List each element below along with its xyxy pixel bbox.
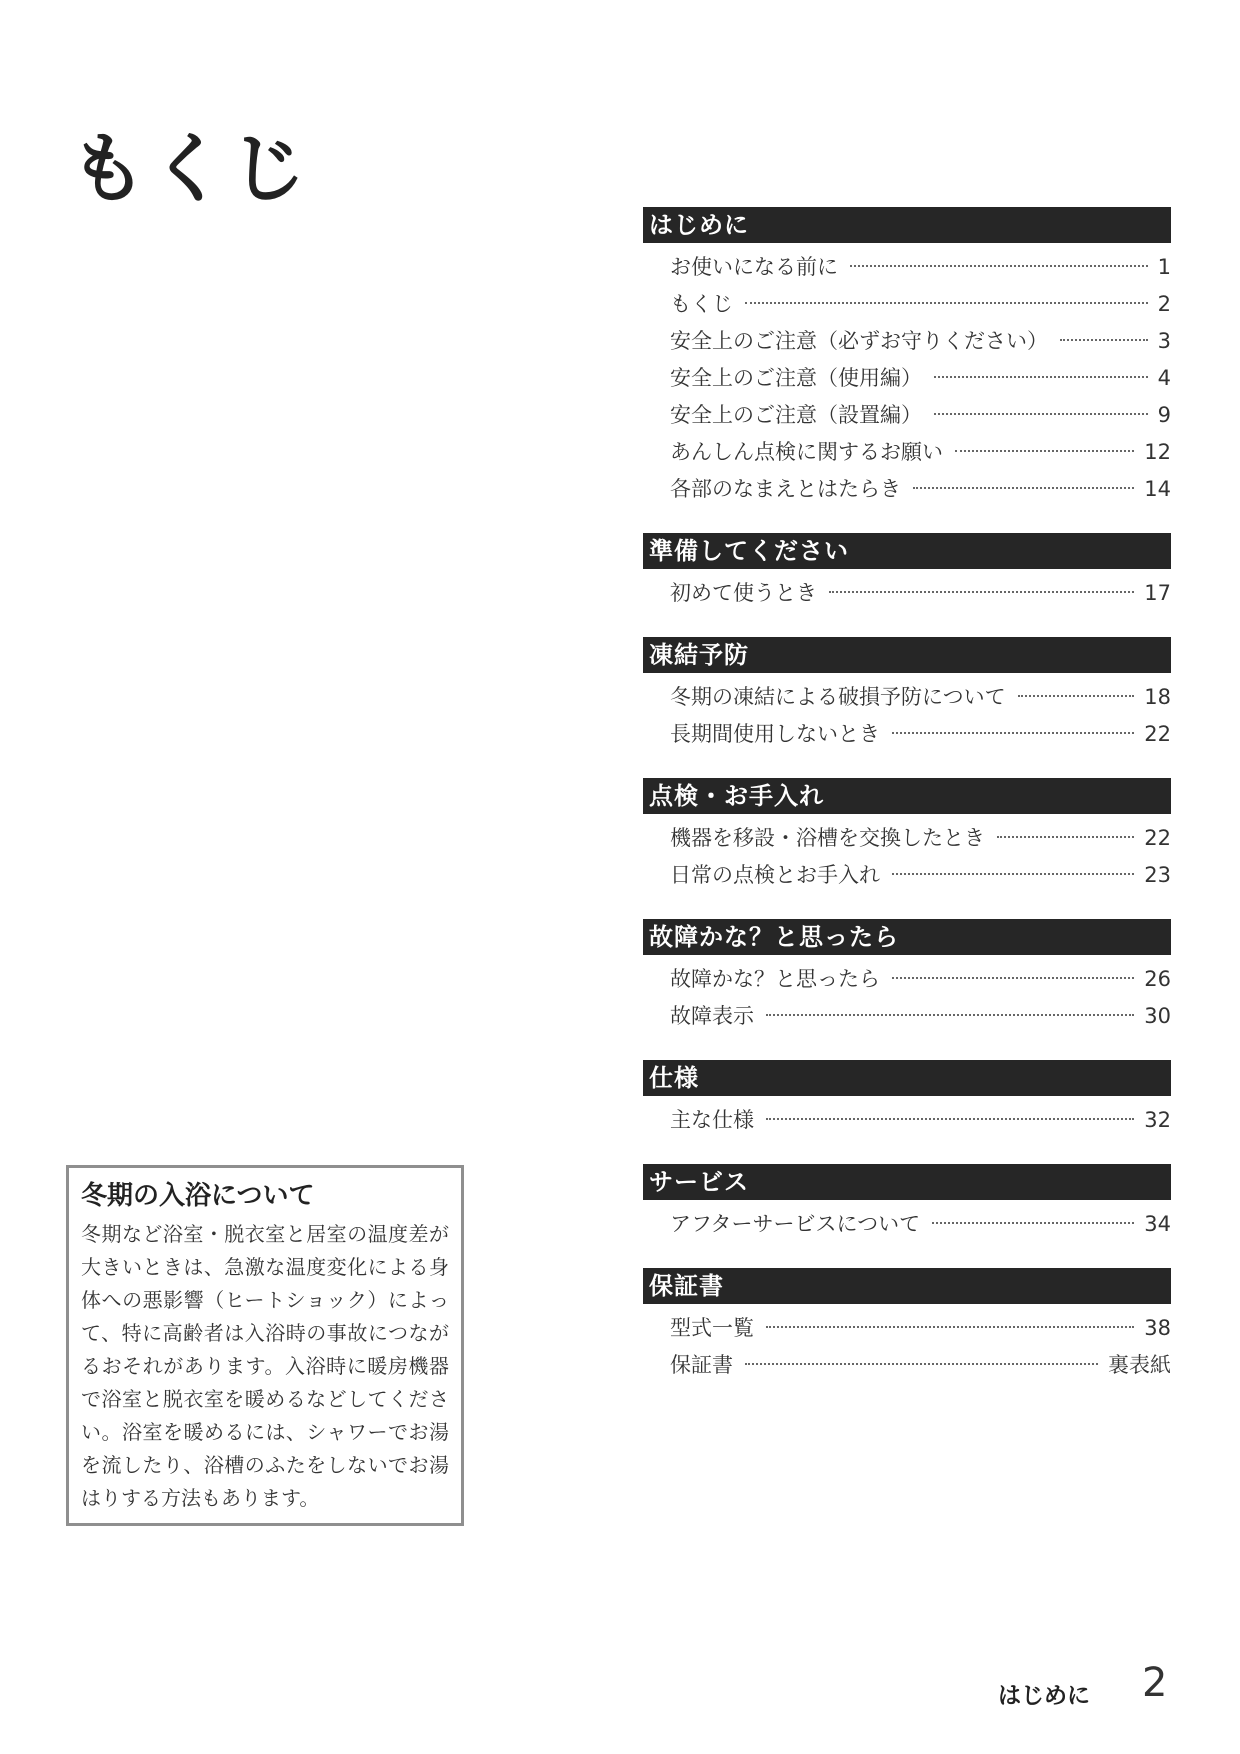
toc-item[interactable] <box>643 434 1171 471</box>
toc-item-label: 主な仕様 <box>670 1108 754 1132</box>
toc-item-page: 34 <box>1144 1212 1171 1236</box>
toc-section-header: サービス <box>643 1164 1171 1200</box>
note-body: 冬期など浴室・脱衣室と居室の温度差が大きいときは、急激な温度変化による身体への悪影響（ヒートショック）によって、特に高齢者は入浴時の事故につながるおそれがあります。入浴時に暖房機器で浴室と脱衣室を暖めるなどしてください。浴室を暖めるには、シャワーでお湯を流したり、浴槽のふたをしないでお湯はりする方法もあります。 <box>81 1222 449 1510</box>
toc-item[interactable] <box>643 820 1171 857</box>
dot-leader <box>766 1326 1134 1328</box>
toc-item[interactable] <box>643 961 1171 998</box>
toc-item-page: 裏表紙 <box>1108 1353 1171 1377</box>
toc-item-page: 2 <box>1157 292 1171 316</box>
toc-item-label: 冬期の凍結による破損予防について <box>670 685 1006 709</box>
toc-item[interactable] <box>643 471 1171 508</box>
dot-leader <box>1060 339 1148 341</box>
toc-item-page: 9 <box>1157 403 1171 427</box>
toc-section <box>643 919 1171 1035</box>
toc-item-page: 4 <box>1157 366 1171 390</box>
toc-section-header: 仕様 <box>643 1060 1171 1096</box>
dot-leader <box>892 977 1134 979</box>
toc-item-label: アフターサービスについて <box>670 1212 921 1236</box>
toc-item-label: 型式一覧 <box>670 1316 754 1340</box>
toc-item-page: 22 <box>1144 826 1171 850</box>
toc-item-page: 17 <box>1144 581 1171 605</box>
toc-item-page: 30 <box>1144 1004 1171 1028</box>
toc-item[interactable] <box>643 1102 1171 1139</box>
toc-section <box>643 207 1171 508</box>
toc-item-page: 22 <box>1144 722 1171 746</box>
toc-section-header: 故障かな？と思ったら <box>643 919 1171 955</box>
toc-item-label: 保証書 <box>670 1353 733 1377</box>
toc-item-page: 38 <box>1144 1316 1171 1340</box>
toc-section <box>643 778 1171 894</box>
toc-item[interactable] <box>643 716 1171 753</box>
toc-item-page: 12 <box>1144 440 1171 464</box>
toc-item-label: 安全上のご注意（必ずお守りください） <box>670 329 1048 353</box>
toc-item-label: 初めて使うとき <box>670 581 817 605</box>
toc-item-label: もくじ <box>670 292 733 316</box>
toc-item[interactable] <box>643 1206 1171 1243</box>
toc-item[interactable] <box>643 323 1171 360</box>
toc-item[interactable] <box>643 575 1171 612</box>
toc-item[interactable] <box>643 286 1171 323</box>
dot-leader <box>829 591 1134 593</box>
toc-item[interactable] <box>643 1347 1171 1384</box>
toc-item-label: 日常の点検とお手入れ <box>670 863 880 887</box>
toc-section <box>643 1268 1171 1384</box>
toc-section <box>643 1164 1171 1243</box>
dot-leader <box>932 1222 1134 1224</box>
toc-item[interactable] <box>643 360 1171 397</box>
toc-item[interactable] <box>643 397 1171 434</box>
toc-section-header: 準備してください <box>643 533 1171 569</box>
toc-item-label: 長期間使用しないとき <box>670 722 880 746</box>
toc-item[interactable] <box>643 249 1171 286</box>
toc-item-label: 各部のなまえとはたらき <box>670 477 901 501</box>
toc-item[interactable] <box>643 1310 1171 1347</box>
dot-leader <box>766 1118 1134 1120</box>
dot-leader <box>892 873 1134 875</box>
page-title: もくじ <box>70 123 310 213</box>
toc-item[interactable] <box>643 998 1171 1035</box>
toc-item-page: 3 <box>1157 329 1171 353</box>
dot-leader <box>934 413 1148 415</box>
dot-leader <box>955 450 1134 452</box>
toc-item-page: 26 <box>1144 967 1171 991</box>
toc-item-label: 故障かな？と思ったら <box>670 967 880 991</box>
toc-item-label: お使いになる前に <box>670 255 838 279</box>
toc-item-label: 安全上のご注意（使用編） <box>670 366 922 390</box>
toc-item-label: 故障表示 <box>670 1004 754 1028</box>
toc-section-header: はじめに <box>643 207 1171 243</box>
toc-section-header: 点検・お手入れ <box>643 778 1171 814</box>
toc-item[interactable] <box>643 679 1171 716</box>
dot-leader <box>850 265 1148 267</box>
toc-section <box>643 1060 1171 1139</box>
dot-leader <box>913 487 1134 489</box>
dot-leader <box>745 1363 1098 1365</box>
toc-item-label: あんしん点検に関するお願い <box>670 440 943 464</box>
dot-leader <box>892 732 1134 734</box>
footer-page-number: 2 <box>1142 1660 1168 1706</box>
toc-item-page: 23 <box>1144 863 1171 887</box>
note-title: 冬期の入浴について <box>81 1181 315 1211</box>
dot-leader <box>997 836 1134 838</box>
winter-bathing-note <box>66 1165 464 1526</box>
footer-section-label: はじめに <box>998 1683 1090 1709</box>
toc-item-label: 機器を移設・浴槽を交換したとき <box>670 826 985 850</box>
table-of-contents <box>643 207 1171 1409</box>
toc-section <box>643 533 1171 612</box>
dot-leader <box>1018 695 1135 697</box>
dot-leader <box>745 302 1148 304</box>
toc-item[interactable] <box>643 857 1171 894</box>
toc-item-page: 18 <box>1144 685 1171 709</box>
toc-item-page: 32 <box>1144 1108 1171 1132</box>
toc-section-header: 凍結予防 <box>643 637 1171 673</box>
dot-leader <box>934 376 1148 378</box>
toc-section-header: 保証書 <box>643 1268 1171 1304</box>
toc-section <box>643 637 1171 753</box>
toc-item-page: 1 <box>1157 255 1171 279</box>
dot-leader <box>766 1014 1134 1016</box>
toc-item-label: 安全上のご注意（設置編） <box>670 403 922 427</box>
toc-item-page: 14 <box>1144 477 1171 501</box>
